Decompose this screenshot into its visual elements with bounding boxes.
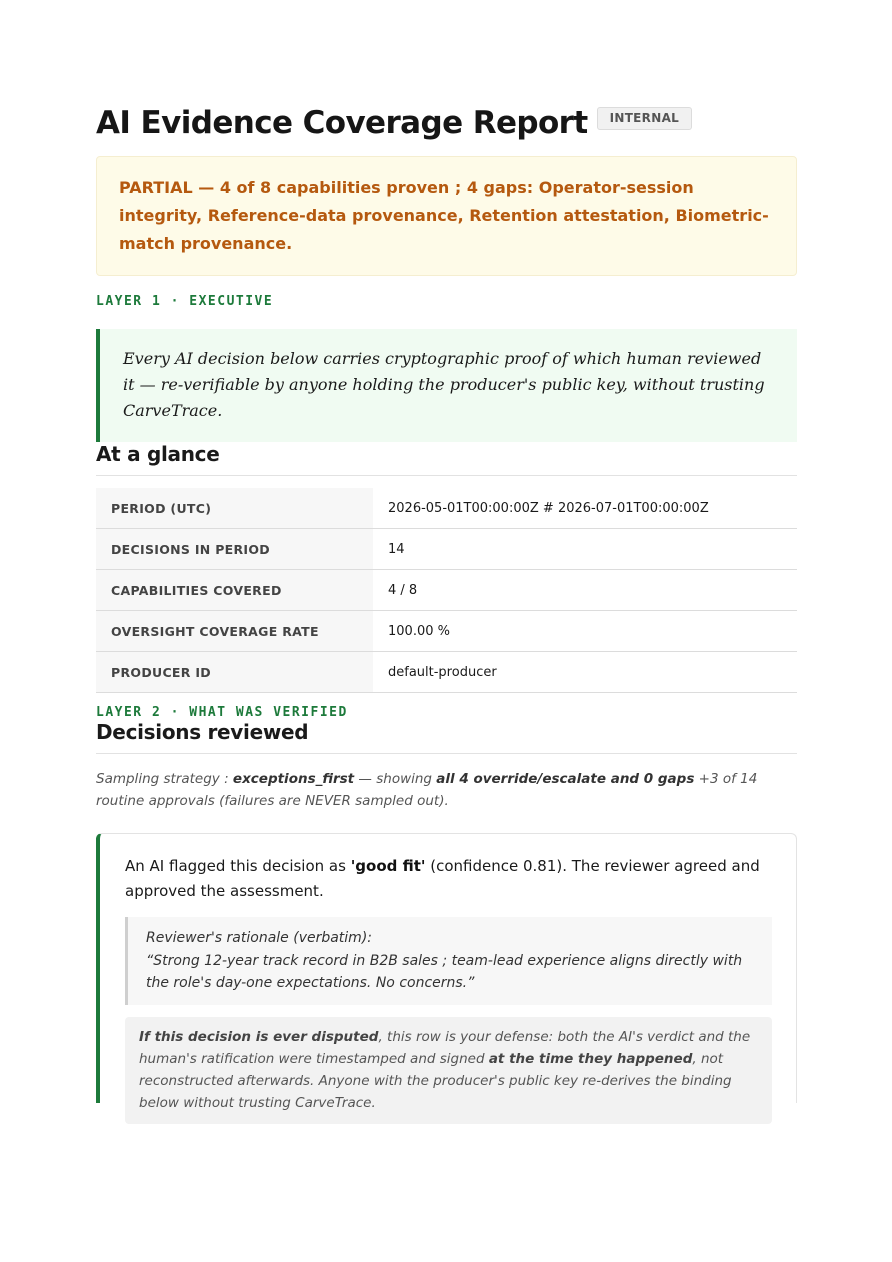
- decisions-heading: Decisions reviewed: [96, 720, 797, 754]
- page-title: AI Evidence Coverage Report: [96, 105, 588, 141]
- table-row: [96, 611, 797, 652]
- glance-heading: At a glance: [96, 442, 797, 476]
- period-key: PERIOD (UTC): [96, 488, 373, 529]
- rationale-label: Reviewer's rationale (verbatim):: [146, 930, 373, 946]
- sampling-note: [96, 768, 797, 812]
- summary-prefix: An AI flagged this decision as: [125, 857, 351, 875]
- capabilities-key: CAPABILITIES COVERED: [96, 570, 373, 611]
- summary-suffix: (confidence 0.81). The reviewer agreed and approved the assessment.: [125, 857, 760, 900]
- decision-card: [96, 833, 797, 1111]
- table-row: [96, 652, 797, 693]
- table-row: [96, 529, 797, 570]
- sampling-highlight: all 4 override/escalate and 0 gaps: [436, 771, 695, 787]
- internal-badge: INTERNAL: [597, 107, 693, 130]
- dispute-defense-note: [125, 1017, 772, 1124]
- capabilities-value: 4 / 8: [373, 570, 797, 611]
- decisions-key: DECISIONS IN PERIOD: [96, 529, 373, 570]
- glance-table: [96, 488, 797, 693]
- coverage-rate-value: 100.00 %: [373, 611, 797, 652]
- defense-mid: , this row is your defense: both the AI's verdict and the human's ratification were timestamped and signed: [139, 1028, 751, 1067]
- table-row: [96, 570, 797, 611]
- layer1-label: LAYER 1 · EXECUTIVE: [96, 294, 274, 309]
- rationale-text: “Strong 12-year track record in B2B sales ; team-lead experience aligns directly with the role's day-one expectations. No concerns.”: [146, 952, 743, 991]
- sampling-suffix: +3 of 14 routine approvals (failures are NEVER sampled out).: [96, 771, 758, 809]
- defense-lead: If this decision is ever disputed: [139, 1028, 379, 1045]
- layer2-label: LAYER 2 · WHAT WAS VERIFIED: [96, 705, 348, 720]
- report-content: [96, 100, 797, 1111]
- sampling-prefix: Sampling strategy :: [96, 771, 233, 787]
- period-value: 2026-05-01T00:00:00Z # 2026-07-01T00:00:00Z: [373, 488, 797, 529]
- decisions-value: 14: [373, 529, 797, 570]
- sampling-strategy: exceptions_first: [232, 771, 355, 787]
- executive-quote: Every AI decision below carries cryptographic proof of which human reviewed it — re-verifiable by anyone holding the producer's public key, without trusting CarveTrace.: [96, 329, 797, 442]
- title-row: [96, 100, 797, 146]
- status-banner: PARTIAL — 4 of 8 capabilities proven ; 4 gaps: Operator-session integrity, Reference-data provenance, Retention attestation, Biometric-match provenance.: [96, 156, 797, 276]
- table-row: [96, 488, 797, 529]
- sampling-middle: — showing: [354, 771, 437, 787]
- ai-verdict: 'good fit': [350, 857, 426, 875]
- producer-id-key: PRODUCER ID: [96, 652, 373, 693]
- decision-summary: [125, 854, 772, 904]
- reviewer-rationale: [125, 917, 772, 1005]
- defense-highlight: at the time they happened: [488, 1050, 693, 1067]
- defense-tail: , not reconstructed afterwards. Anyone with the producer's public key re-derives the binding below without trusting CarveTrace.: [139, 1050, 732, 1111]
- producer-id-value: default-producer: [373, 652, 797, 693]
- coverage-rate-key: OVERSIGHT COVERAGE RATE: [96, 611, 373, 652]
